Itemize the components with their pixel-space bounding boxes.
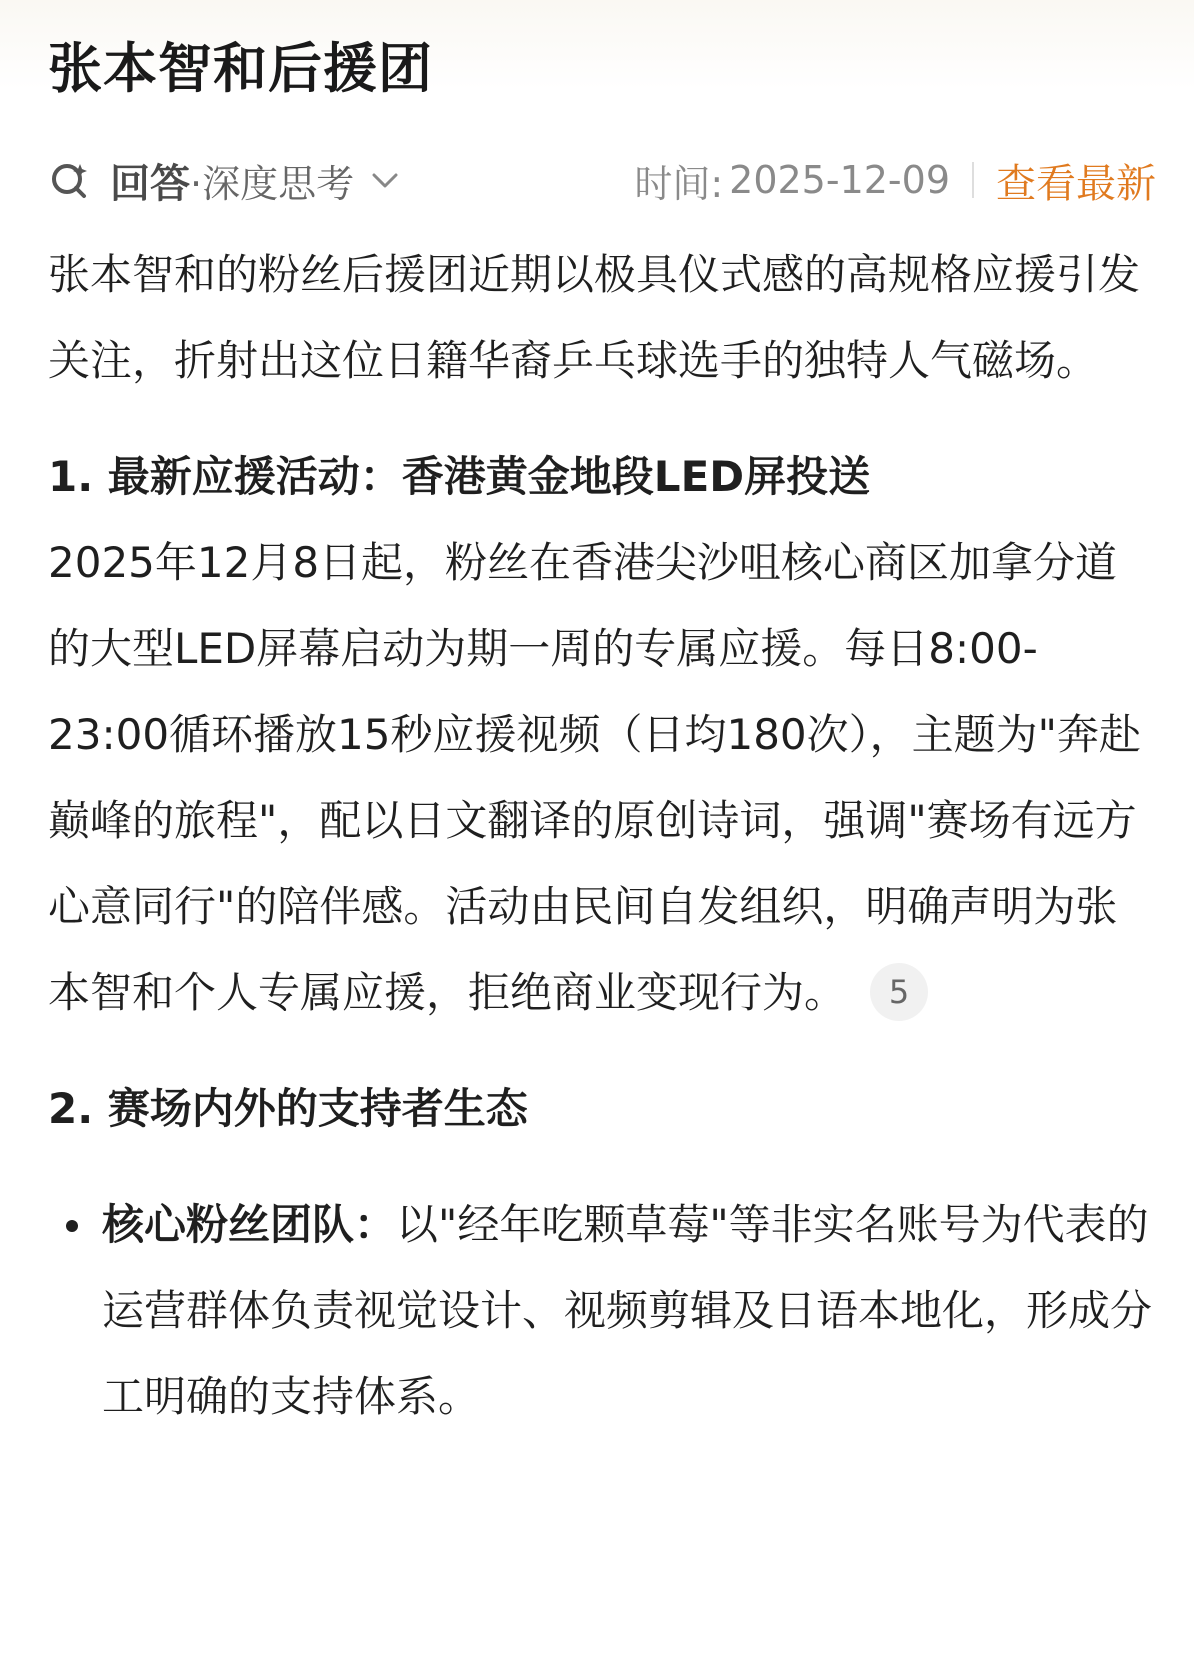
paragraph-gap (48, 404, 1158, 434)
answer-label: 回答 (110, 160, 190, 207)
bullet-key: 核心粉丝团队： (102, 1200, 397, 1249)
chevron-down-icon[interactable] (368, 163, 402, 197)
deep-thinking-mode-label[interactable]: ·深度思考 (190, 161, 355, 206)
section-heading-2: 2. 赛场内外的支持者生态 (48, 1084, 528, 1133)
answer-content (48, 232, 1158, 1440)
bullet-text: 以"经年吃颗草莓"等非实名账号为代表的运营群体负责视觉设计、视频剪辑及日语本地化，形成分工明确的支持体系。 (102, 1200, 1153, 1421)
search-spark-icon (48, 159, 90, 201)
list-item (48, 1182, 1158, 1440)
citation-badge[interactable]: 5 (870, 963, 928, 1021)
section-body-1 (48, 520, 1158, 1036)
page-title: 张本智和后援团 (48, 37, 433, 100)
bullet-dot (66, 1220, 78, 1232)
paragraph-gap (48, 1152, 1158, 1182)
supporter-bullet-list (48, 1182, 1158, 1440)
section-body-1-text: 2025年12月8日起，粉丝在香港尖沙咀核心商区加拿分道的大型LED屏幕启动为期一周的专属应援。每日8:00-23:00循环播放15秒应援视频（日均180次），主题为"奔赴巅峰的旅程"，配以日文翻译的原创诗词，强调"赛场有远方心意同行"的陪伴感。活动由民间自发组织，明确声明为张本智和个人专属应援，拒绝商业变现行为。 (48, 538, 1141, 1017)
time-label: 时间: (634, 161, 724, 206)
time-value: 2025-12-09 (729, 158, 950, 202)
answer-meta-bar (48, 150, 1156, 210)
view-latest-link[interactable]: 查看最新 (996, 160, 1156, 207)
paragraph-gap (48, 1036, 1158, 1066)
section-heading-1: 1. 最新应援活动：香港黄金地段LED屏投送 (48, 452, 871, 501)
meta-divider (972, 162, 974, 198)
intro-paragraph: 张本智和的粉丝后援团近期以极具仪式感的高规格应援引发关注，折射出这位日籍华裔乒乓球选手的独特人气磁场。 (48, 250, 1141, 385)
